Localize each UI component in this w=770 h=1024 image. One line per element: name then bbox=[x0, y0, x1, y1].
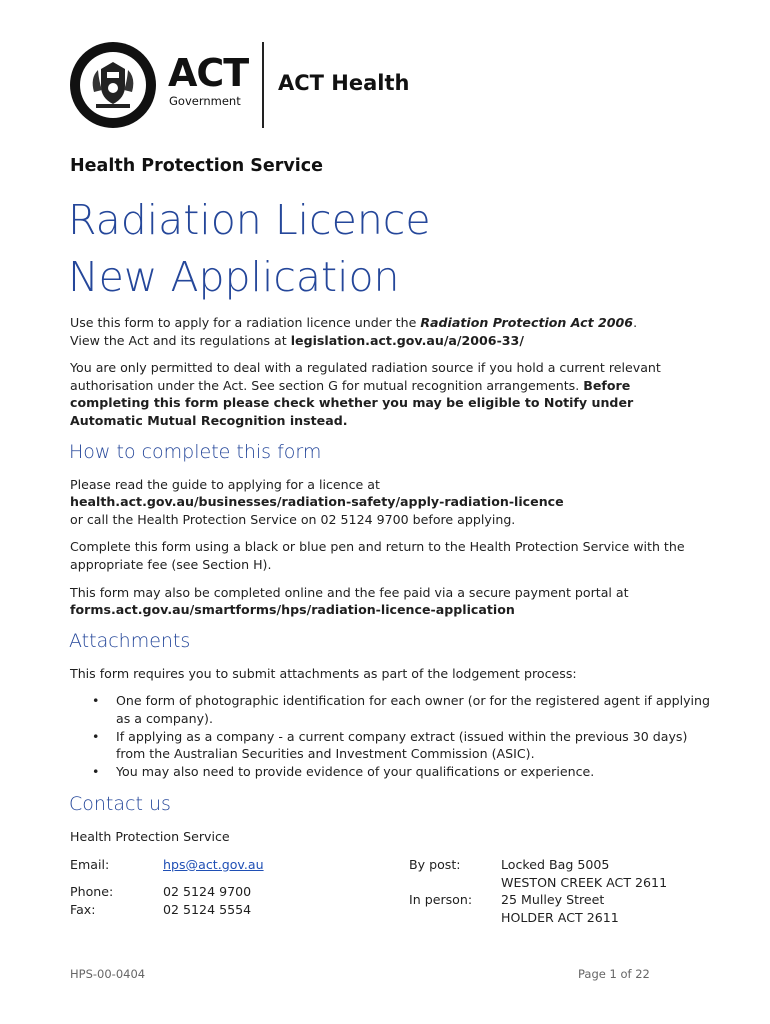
guide-link[interactable]: health.act.gov.au/businesses/radiation-safety/apply-radiation-licence bbox=[70, 494, 564, 510]
in-person-line-2: HOLDER ACT 2611 bbox=[501, 909, 619, 925]
attachments-heading: Attachments bbox=[69, 629, 191, 652]
intro-text: Use this form to apply for a radiation licence under the bbox=[70, 315, 421, 330]
phone-label: Phone: bbox=[70, 883, 114, 899]
how-to-text-3: This form may also be completed online and the fee paid via a secure payment portal at bbox=[70, 584, 629, 600]
list-item: • You may also need to provide evidence of your qualifications or experience. bbox=[70, 763, 710, 781]
fax-label: Fax: bbox=[70, 901, 96, 917]
legislation-link[interactable]: legislation.act.gov.au/a/2006-33/ bbox=[290, 332, 524, 348]
form-code: HPS-00-0404 bbox=[70, 967, 146, 981]
act-name: Radiation Protection Act 2006 bbox=[420, 315, 634, 330]
contact-heading: Contact us bbox=[69, 793, 171, 816]
act-logo-text: ACT bbox=[168, 51, 249, 95]
fax-value: 02 5124 5554 bbox=[163, 901, 252, 917]
act-crest-logo bbox=[70, 42, 156, 128]
contact-details bbox=[70, 856, 710, 956]
how-to-text-2: or call the Health Protection Service on 02 5124 9700 before applying. bbox=[70, 511, 516, 527]
how-to-heading: How to complete this form bbox=[69, 440, 322, 463]
in-person-label: In person: bbox=[409, 891, 473, 907]
header bbox=[70, 42, 470, 128]
post-line-1: Locked Bag 5005 bbox=[501, 856, 610, 872]
attachments-intro: This form requires you to submit attachments as part of the lodgement process: bbox=[70, 665, 577, 681]
service-name: Health Protection Service bbox=[70, 156, 324, 176]
contact-org: Health Protection Service bbox=[70, 829, 230, 845]
how-to-paragraph-1 bbox=[70, 476, 710, 529]
page-title bbox=[68, 192, 431, 306]
post-line-2: WESTON CREEK ACT 2611 bbox=[501, 874, 668, 890]
intro-punct: . bbox=[633, 315, 638, 330]
title-line-1: Radiation Licence bbox=[68, 196, 431, 244]
act-health-logo-text: ACT Health bbox=[278, 71, 410, 95]
email-link[interactable]: hps@act.gov.au bbox=[163, 856, 264, 872]
how-to-text: Please read the guide to applying for a licence at bbox=[70, 476, 380, 492]
list-item: • If applying as a company - a current company extract (issued within the previous 30 days) from the Australian Securities and Investment Commission (ASIC). bbox=[70, 728, 710, 763]
logo-divider bbox=[262, 42, 264, 128]
government-logo-text: Government bbox=[169, 94, 241, 108]
intro-paragraph-2 bbox=[70, 359, 710, 429]
how-to-paragraph-3 bbox=[70, 584, 710, 619]
in-person-line-1: 25 Mulley Street bbox=[501, 891, 605, 907]
coat-of-arms-icon bbox=[80, 52, 146, 118]
smartform-link[interactable]: forms.act.gov.au/smartforms/hps/radiation-licence-application bbox=[70, 602, 515, 618]
attachments-list bbox=[70, 692, 710, 780]
email-label: Email: bbox=[70, 856, 110, 872]
title-line-2: New Application bbox=[68, 253, 400, 301]
main-content bbox=[70, 314, 710, 956]
page-number: Page 1 of 22 bbox=[578, 967, 650, 981]
list-item: • One form of photographic identification for each owner (or for the registered agent if applying as a company). bbox=[70, 692, 710, 727]
intro-p2-text: You are only permitted to deal with a regulated radiation source if you hold a current relevant authorisation under the Act. See section G for mutual recognition arrangements. bbox=[70, 360, 661, 393]
intro-text-2: View the Act and its regulations at bbox=[70, 332, 291, 348]
post-label: By post: bbox=[409, 856, 461, 872]
intro-p2-bold: Before completing this form please check whether you may be eligible to Notify under Automatic Mutual Recognition instead. bbox=[70, 377, 634, 428]
intro-paragraph-1 bbox=[70, 314, 710, 349]
phone-value: 02 5124 9700 bbox=[163, 883, 252, 899]
how-to-paragraph-2: Complete this form using a black or blue pen and return to the Health Protection Service with the appropriate fee (see Section H). bbox=[70, 539, 685, 572]
